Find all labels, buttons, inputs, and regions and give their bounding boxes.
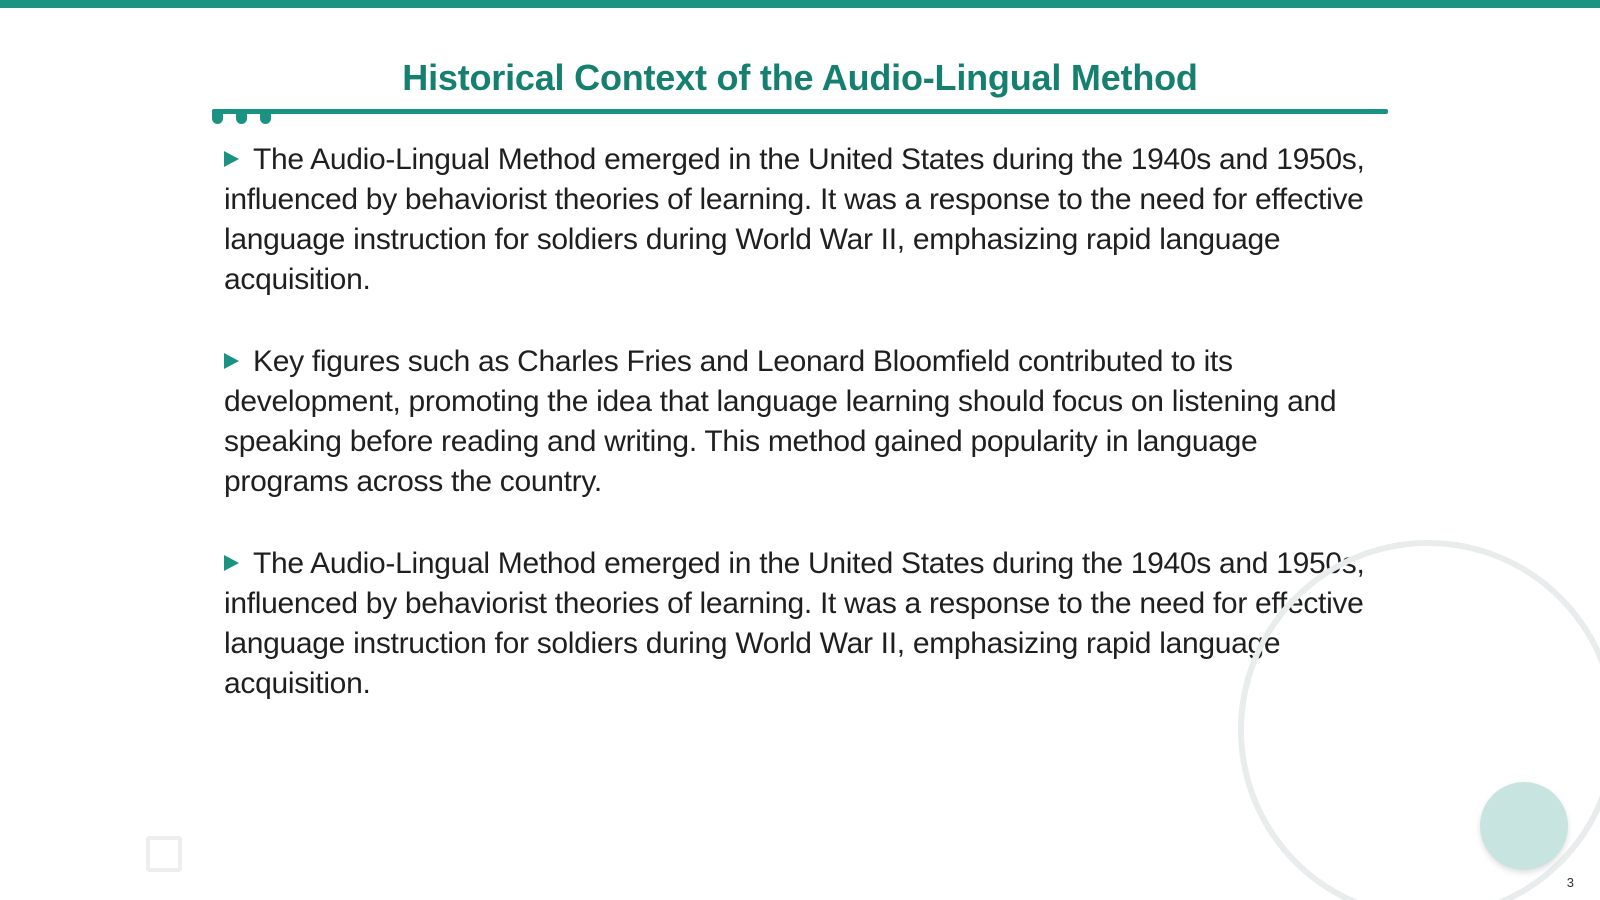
triangle-bullet-icon: [224, 555, 239, 571]
triangle-bullet-icon: [224, 151, 239, 167]
bullet-text: The Audio-Lingual Method emerged in the United States during the 1940s and 1950s, influenced by behaviorist theories of learning. It was a response to the need for effective language instruction for soldiers during World War II, emphasizing rapid language acquisition.: [224, 143, 1365, 296]
decor-dot: [260, 110, 271, 124]
page-number: 3: [1566, 875, 1574, 890]
decor-circle: [1480, 782, 1568, 870]
bullet-list: [224, 140, 1369, 746]
decor-dot: [236, 110, 247, 124]
bullet-item: [224, 140, 1369, 300]
bullet-text: Key figures such as Charles Fries and Leonard Bloomfield contributed to its development, promoting the idea that language learning should focus on listening and speaking before reading and writing. This method gained popularity in language programs across the country.: [224, 345, 1337, 498]
slide-title: Historical Context of the Audio-Lingual Method: [402, 57, 1198, 98]
title-underline: [212, 109, 1388, 114]
decor-square: [146, 836, 182, 872]
bullet-text: The Audio-Lingual Method emerged in the United States during the 1940s and 1950s, influenced by behaviorist theories of learning. It was a response to the need for effective language instruction for soldiers during World War II, emphasizing rapid language acquisition.: [224, 547, 1365, 700]
bullet-item: [224, 544, 1369, 704]
title-dots-decoration: [212, 110, 292, 126]
top-accent-bar: [0, 0, 1600, 8]
triangle-bullet-icon: [224, 353, 239, 369]
bullet-item: [224, 342, 1369, 502]
decor-dot: [212, 110, 223, 124]
